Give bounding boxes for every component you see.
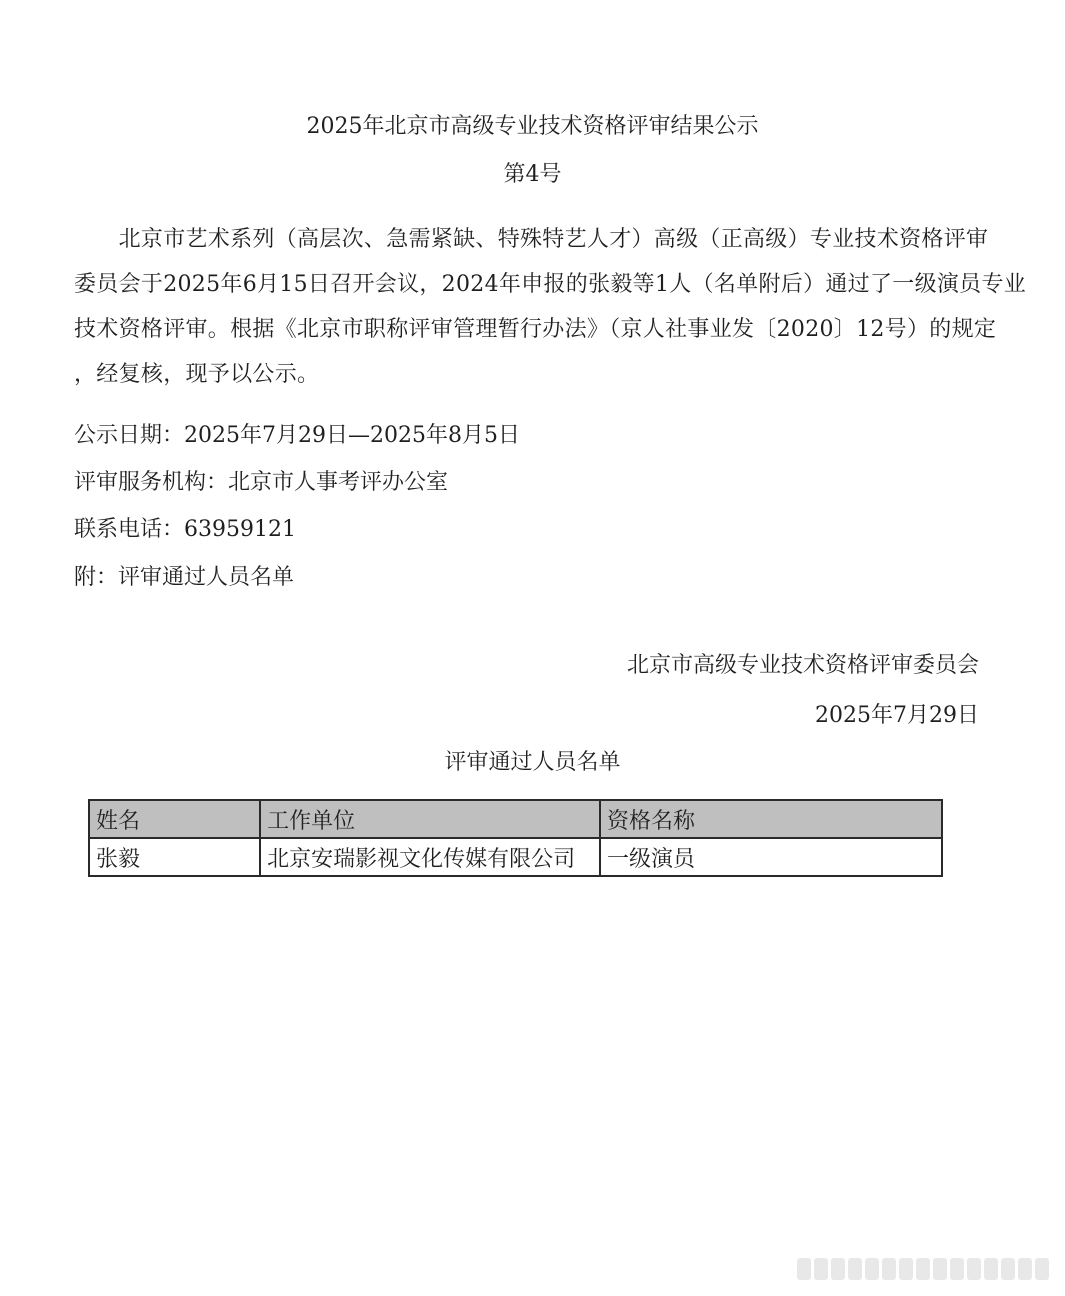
attachment-value: 评审通过人员名单 [118,565,295,590]
publicity-date-line [74,421,520,451]
header-work-unit: 工作单位 [260,800,600,838]
blurred-watermark [797,1256,1057,1282]
table-header-row [89,800,942,838]
body-line: ，经复核，现予以公示。 [74,362,320,387]
document-title: 2025年北京市高级专业技术资格评审结果公示 [306,114,759,139]
table-row [89,838,942,876]
contact-phone-line [74,515,296,545]
contact-phone-label: 联系电话： [74,517,185,542]
contact-phone-value: 63959121 [184,517,296,542]
body-line: 委员会于2025年6月15日召开会议，2024年申报的张毅等1人（名单附后）通过了一级演员专业 [74,272,1027,297]
approved-personnel-table [88,799,943,877]
cell-name: 张毅 [89,838,260,876]
signature-date: 2025年7月29日 [815,703,979,728]
service-org-line [74,468,448,498]
body-line: 北京市艺术系列（高层次、急需紧缺、特殊特艺人才）高级（正高级）专业技术资格评审 [74,227,989,252]
attachment-line [74,563,294,593]
service-org-value: 北京市人事考评办公室 [228,470,449,495]
cell-qualification: 一级演员 [600,838,942,876]
signature-org: 北京市高级专业技术资格评审委员会 [626,653,979,678]
header-qualification: 资格名称 [600,800,942,838]
cell-work-unit: 北京安瑞影视文化传媒有限公司 [260,838,600,876]
list-title: 评审通过人员名单 [444,750,621,775]
body-paragraph [74,217,1027,397]
body-line: 技术资格评审。根据《北京市职称评审管理暂行办法》（京人社事业发〔2020〕12号）的规定 [74,317,997,342]
document-number: 第4号 [503,162,562,187]
attachment-label: 附： [74,565,119,590]
publicity-date-label: 公示日期： [74,423,185,448]
service-org-label: 评审服务机构： [74,470,229,495]
publicity-date-value: 2025年7月29日—2025年8月5日 [184,423,520,448]
header-name: 姓名 [89,800,260,838]
